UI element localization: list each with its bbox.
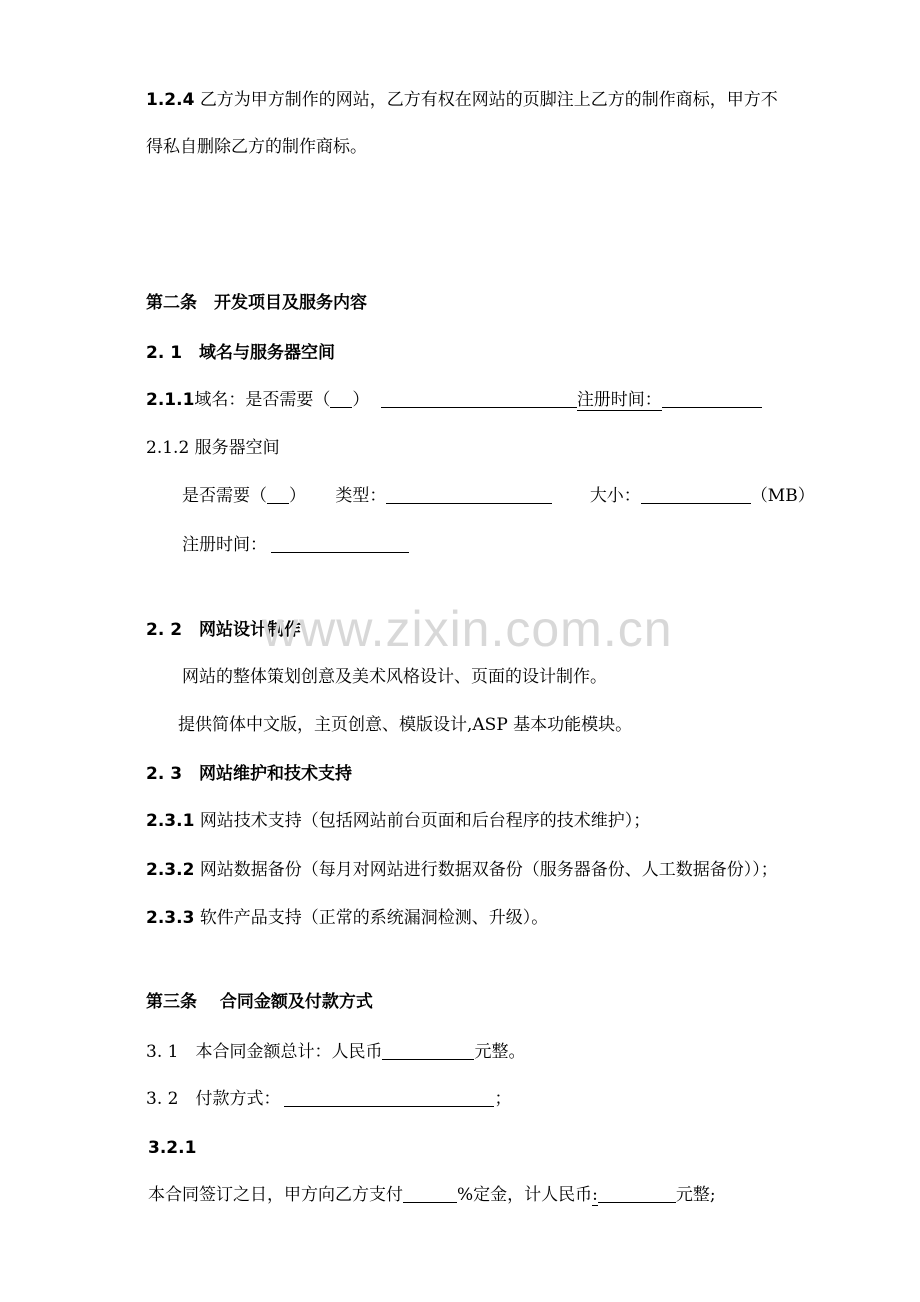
paren-close: ） xyxy=(289,486,306,506)
clause-number: 2.1.1 xyxy=(146,390,195,410)
clause-1-2-4-line1 xyxy=(146,89,778,111)
amount-suffix: 元整。 xyxy=(474,1042,526,1062)
deposit-text-2: %定金，计人民币 xyxy=(457,1185,593,1205)
server-reg-time-row xyxy=(182,534,409,556)
clause-3-2-1-number: 3.2.1 xyxy=(148,1138,197,1158)
section-2-2-title: 2. 2 网站设计制作 xyxy=(146,620,302,640)
domain-reg-time-label: 注册时间： xyxy=(576,390,662,410)
deposit-suffix: 元整; xyxy=(675,1185,716,1205)
payment-method-blank[interactable] xyxy=(284,1088,494,1107)
section-2-1-title: 2. 1 域名与服务器空间 xyxy=(146,343,336,363)
section-3-1 xyxy=(146,1041,525,1063)
server-type-label: 类型： xyxy=(335,486,387,506)
clause-number: 2.3.1 xyxy=(146,811,195,831)
domain-label: 域名：是否需要（ xyxy=(194,390,331,410)
clause-2-1-1 xyxy=(146,389,762,411)
watermark: www.zixin.com.cn xyxy=(262,601,673,657)
contract-amount-blank[interactable] xyxy=(382,1041,474,1060)
server-size-unit: （MB） xyxy=(750,486,815,506)
clause-title: 2.1.2 服务器空间 xyxy=(146,438,280,458)
contract-amount-label: 3. 1 本合同金额总计：人民币 xyxy=(146,1042,383,1062)
section-2-2-line1: 网站的整体策划创意及美术风格设计、页面的设计制作。 xyxy=(182,667,607,687)
article-3-title: 第三条 合同金额及付款方式 xyxy=(146,992,373,1012)
server-need-label: 是否需要（ xyxy=(182,486,267,506)
server-reg-time-label: 注册时间： xyxy=(182,535,267,555)
domain-need-blank[interactable] xyxy=(330,389,352,408)
clause-2-3-2 xyxy=(146,859,778,881)
clause-text: 乙方为甲方制作的网站，乙方有权在网站的页脚注上乙方的制作商标，甲方不 xyxy=(199,90,778,110)
server-reg-time-blank[interactable] xyxy=(271,534,409,553)
server-space-row xyxy=(182,485,815,507)
clause-2-1-2-title xyxy=(146,437,280,459)
deposit-percent-blank[interactable] xyxy=(403,1184,457,1203)
clause-2-3-3 xyxy=(146,907,548,929)
semicolon: ； xyxy=(494,1089,512,1109)
server-size-label: 大小： xyxy=(589,486,641,506)
domain-reg-time-blank[interactable] xyxy=(662,389,762,408)
clause-3-2-1-text xyxy=(148,1184,716,1206)
deposit-text: 本合同签订之日，甲方向乙方支付 xyxy=(148,1185,403,1205)
paren-close: ） xyxy=(352,390,370,410)
server-type-blank[interactable] xyxy=(386,485,552,504)
deposit-amount-blank[interactable] xyxy=(598,1184,676,1203)
clause-number: 2.3.3 xyxy=(146,908,195,928)
clause-text: 网站技术支持（包括网站前台页面和后台程序的技术维护）； xyxy=(199,811,651,831)
server-need-blank[interactable] xyxy=(267,485,289,504)
clause-2-3-1 xyxy=(146,810,650,832)
clause-text: 网站数据备份（每月对网站进行数据双备份（服务器备份、人工数据备份））； xyxy=(199,860,778,880)
payment-method-label: 3. 2 付款方式： xyxy=(146,1089,281,1109)
clause-text: 软件产品支持（正常的系统漏洞检测、升级）。 xyxy=(199,908,549,928)
section-2-2-line2: 提供简体中文版，主页创意、模版设计,ASP 基本功能模块。 xyxy=(178,715,633,735)
section-2-3-title: 2. 3 网站维护和技术支持 xyxy=(146,764,353,784)
domain-name-blank[interactable] xyxy=(381,389,577,408)
clause-1-2-4-line2: 得私自删除乙方的制作商标。 xyxy=(146,137,367,157)
section-3-2 xyxy=(146,1088,511,1110)
clause-number: 2.3.2 xyxy=(146,860,195,880)
colon: : xyxy=(592,1185,598,1205)
clause-number: 1.2.4 xyxy=(146,90,195,110)
server-size-blank[interactable] xyxy=(641,485,751,504)
article-2-title: 第二条 开发项目及服务内容 xyxy=(146,293,367,313)
